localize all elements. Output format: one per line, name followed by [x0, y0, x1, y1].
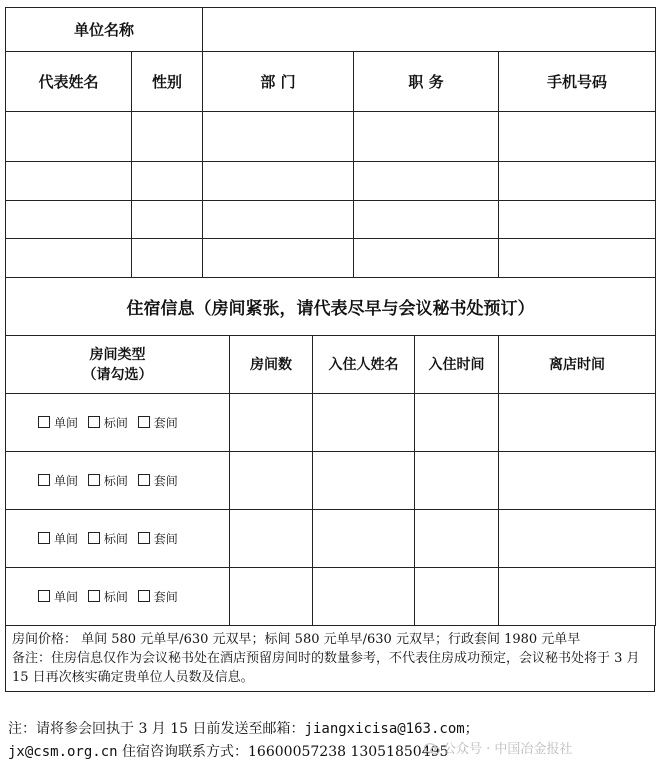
cell[interactable] [203, 239, 354, 278]
room-type-options: 单间 标间 套间 [6, 394, 230, 452]
col-department: 部 门 [203, 52, 354, 112]
checkbox-standard[interactable] [88, 590, 100, 602]
col-room-count: 房间数 [230, 336, 313, 394]
cell[interactable] [415, 568, 499, 626]
footer-line1: 注：请将参会回执于 3 月 15 日前发送至邮箱： [8, 721, 305, 737]
unit-name-field[interactable] [203, 8, 656, 52]
cell[interactable] [354, 239, 499, 278]
notes-cell [6, 626, 655, 692]
checkbox-single[interactable] [38, 532, 50, 544]
col-rep-name: 代表姓名 [6, 52, 132, 112]
table-row [6, 394, 656, 452]
cell[interactable] [132, 239, 203, 278]
cell[interactable] [6, 201, 132, 239]
col-checkin: 入住时间 [415, 336, 499, 394]
cell[interactable] [6, 162, 132, 201]
watermark [424, 738, 572, 757]
watermark-text: 公众号 · 中国冶金报社 [443, 742, 573, 757]
room-type-label: 房间类型 [89, 346, 146, 363]
remark-note: 备注：住房信息仅作为会议秘书处在酒店预留房间时的数量参考，不代表住房成功预定，会议秘书处将于 3 月 15 日再次核实确定贵单位人员数及信息。 [12, 651, 640, 685]
table-row [6, 568, 656, 626]
table-row [6, 452, 656, 510]
cell[interactable] [499, 568, 656, 626]
cell[interactable] [415, 452, 499, 510]
table-row [6, 239, 656, 278]
cell[interactable] [313, 568, 415, 626]
cell[interactable] [230, 394, 313, 452]
wechat-icon [424, 743, 440, 755]
cell[interactable] [415, 394, 499, 452]
col-gender: 性别 [132, 52, 203, 112]
cell[interactable] [203, 162, 354, 201]
table-row [6, 112, 656, 162]
cell[interactable] [354, 162, 499, 201]
table-row [6, 162, 656, 201]
accommodation-table [5, 335, 656, 626]
email-link-1[interactable]: jiangxicisa@163.com； [304, 721, 479, 737]
cell[interactable] [354, 201, 499, 239]
email-link-2[interactable]: jx@csm.org.cn [8, 744, 118, 760]
table-row [6, 510, 656, 568]
cell[interactable] [415, 510, 499, 568]
cell[interactable] [313, 510, 415, 568]
cell[interactable] [499, 112, 656, 162]
col-guest-name: 入住人姓名 [313, 336, 415, 394]
checkbox-single[interactable] [38, 590, 50, 602]
cell[interactable] [499, 201, 656, 239]
registration-form [5, 7, 655, 699]
checkbox-suite[interactable] [138, 590, 150, 602]
room-type-options: 单间 标间 套间 [6, 452, 230, 510]
checkbox-single[interactable] [38, 474, 50, 486]
checkbox-single[interactable] [38, 416, 50, 428]
room-type-hint: （请勾选） [82, 366, 153, 383]
representative-table [5, 7, 656, 336]
cell[interactable] [230, 452, 313, 510]
notes-table [5, 625, 655, 692]
room-type-options: 单间 标间 套间 [6, 568, 230, 626]
room-type-options: 单间 标间 套间 [6, 510, 230, 568]
checkbox-suite[interactable] [138, 416, 150, 428]
col-checkout: 离店时间 [499, 336, 656, 394]
cell[interactable] [203, 201, 354, 239]
col-position: 职 务 [354, 52, 499, 112]
cell[interactable] [499, 162, 656, 201]
col-room-type [6, 336, 230, 394]
cell[interactable] [499, 239, 656, 278]
checkbox-suite[interactable] [138, 474, 150, 486]
accommodation-title: 住宿信息（房间紧张，请代表尽早与会议秘书处预订） [6, 278, 656, 336]
footer-contact: 住宿咨询联系方式：16600057238 13051850495 [117, 744, 449, 760]
col-mobile: 手机号码 [499, 52, 656, 112]
checkbox-standard[interactable] [88, 416, 100, 428]
cell[interactable] [132, 162, 203, 201]
unit-name-label: 单位名称 [6, 8, 203, 52]
cell[interactable] [499, 510, 656, 568]
cell[interactable] [499, 452, 656, 510]
table-row [6, 201, 656, 239]
checkbox-standard[interactable] [88, 532, 100, 544]
cell[interactable] [354, 112, 499, 162]
cell[interactable] [203, 112, 354, 162]
cell[interactable] [499, 394, 656, 452]
cell[interactable] [230, 510, 313, 568]
cell[interactable] [230, 568, 313, 626]
cell[interactable] [6, 239, 132, 278]
cell[interactable] [313, 452, 415, 510]
checkbox-suite[interactable] [138, 532, 150, 544]
cell[interactable] [313, 394, 415, 452]
cell[interactable] [132, 112, 203, 162]
cell[interactable] [6, 112, 132, 162]
cell[interactable] [132, 201, 203, 239]
checkbox-standard[interactable] [88, 474, 100, 486]
price-note: 房间价格： 单间 580 元单早/630 元双早；标间 580 元单早/630 元双早；行政套间 1980 元单早 [12, 632, 581, 647]
